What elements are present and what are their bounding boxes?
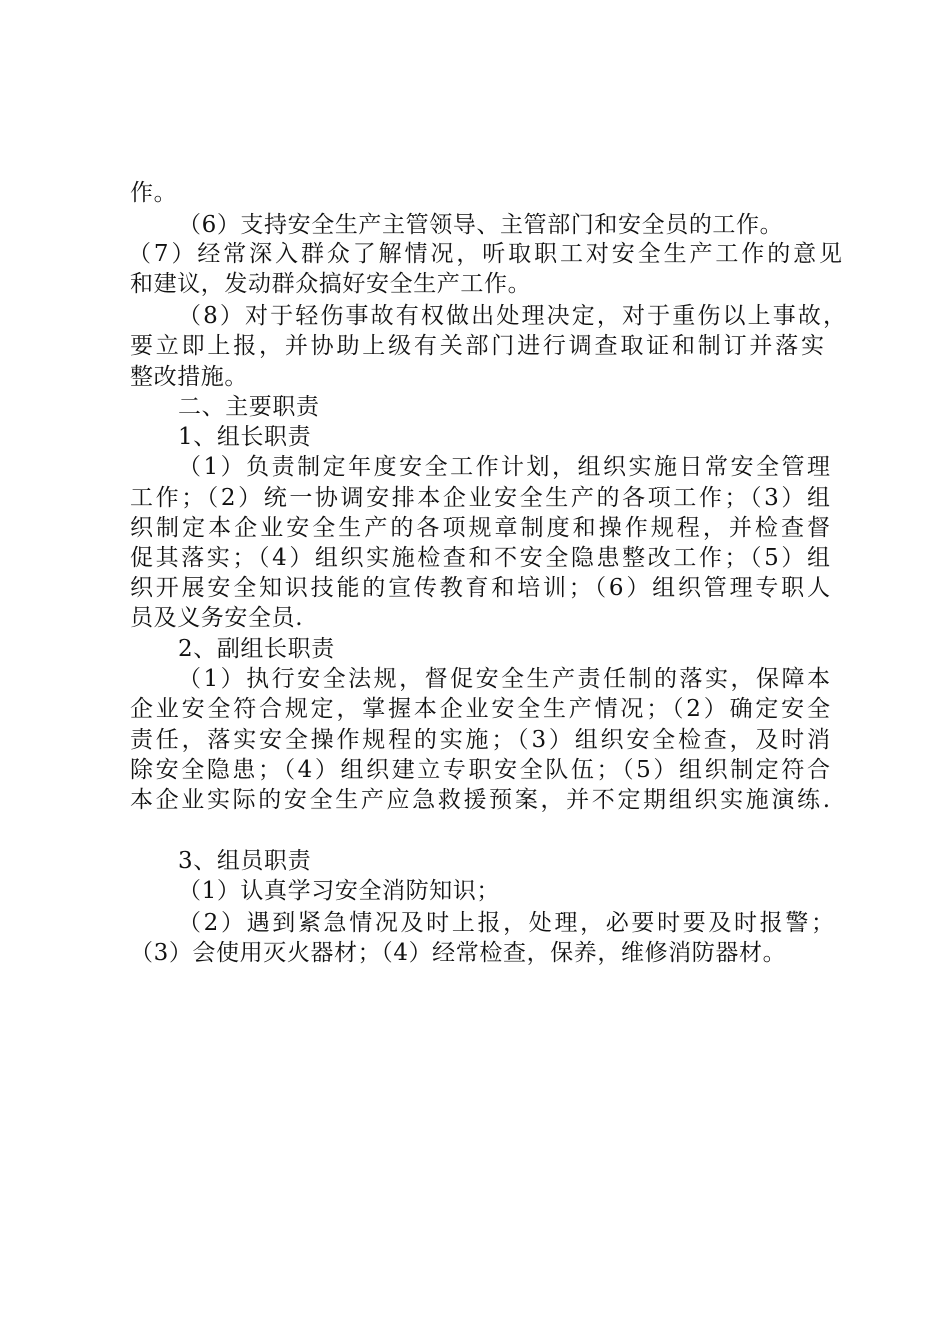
text-line: 工作；（2）统一协调安排本企业安全生产的各项工作；（3）组 [130, 485, 830, 511]
text-line: 要立即上报，并协助上级有关部门进行调查取证和制订并落实 [130, 333, 824, 359]
text-line: 织制定本企业安全生产的各项规章制度和操作规程，并检查督 [130, 515, 830, 541]
text-line: 企业安全符合规定，掌握本企业安全生产情况；（2）确定安全 [130, 696, 830, 722]
text-line: （3）会使用灭火器材；（4）经常检查，保养，维修消防器材。 [130, 940, 787, 966]
text-line: 责任，落实安全操作规程的实施；（3）组织安全检查，及时消 [130, 727, 830, 753]
subsection-heading: 2、副组长职责 [178, 636, 335, 662]
text-line: 本企业实际的安全生产应急救援预案，并不定期组织实施演练. [130, 787, 830, 813]
text-line: （8）对于轻伤事故有权做出处理决定，对于重伤以上事故， [178, 303, 846, 329]
subsection-heading: 3、组员职责 [178, 848, 312, 874]
text-line: （2）遇到紧急情况及时上报，处理，必要时要及时报警； [178, 910, 834, 936]
text-line: 作。 [130, 180, 178, 206]
text-line: （7）经常深入群众了解情况，听取职工对安全生产工作的意见 [128, 241, 842, 267]
text-line: （1）负责制定年度安全工作计划，组织实施日常安全管理 [178, 454, 830, 480]
text-line: （1）执行安全法规，督促安全生产责任制的落实，保障本 [178, 666, 830, 692]
section-heading: 二、主要职责 [178, 394, 320, 420]
text-line: 整改措施。 [130, 364, 248, 390]
text-line: 和建议，发动群众搞好安全生产工作。 [130, 271, 532, 297]
text-line: 促其落实；（4）组织实施检查和不安全隐患整改工作；（5）组 [130, 545, 830, 571]
subsection-heading: 1、组长职责 [178, 424, 312, 450]
text-line: 员及义务安全员. [130, 605, 304, 631]
text-line: 织开展安全知识技能的宣传教育和培训；（6）组织管理专职人 [130, 575, 830, 601]
text-line: （1）认真学习安全消防知识； [178, 878, 501, 904]
text-line: （6）支持安全生产主管领导、主管部门和安全员的工作。 [178, 212, 784, 238]
text-line: 除安全隐患；（4）组织建立专职安全队伍；（5）组织制定符合 [130, 757, 830, 783]
